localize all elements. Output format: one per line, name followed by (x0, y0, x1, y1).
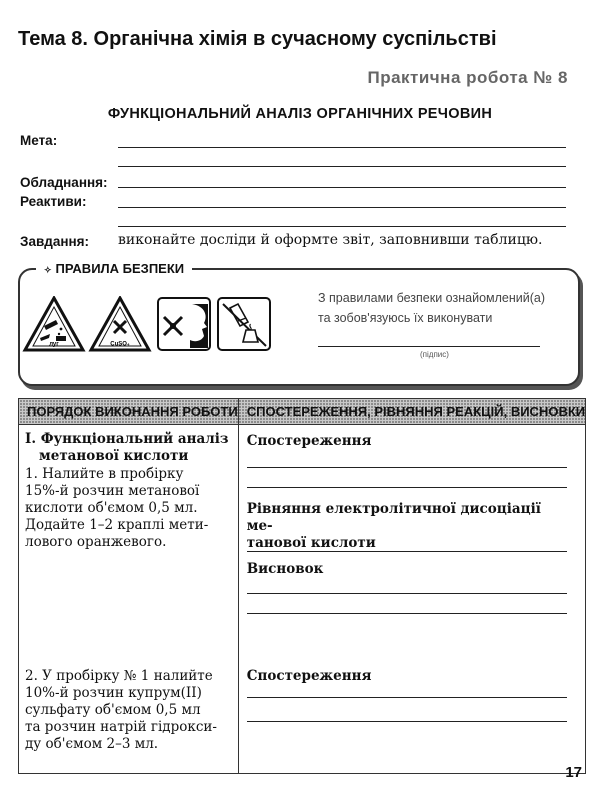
observation-line[interactable] (247, 487, 567, 488)
observation-line[interactable] (247, 467, 567, 468)
observations-cell (238, 425, 585, 774)
equipment-label: Обладнання: (20, 175, 108, 190)
step-line: Додайте 1–2 краплі мети- (25, 517, 209, 533)
reagents-line-2[interactable] (118, 226, 566, 227)
col-procedure-header: ПОРЯДОК ВИКОНАННЯ РОБОТИ (19, 399, 239, 425)
section1-observation-label: Спостереження (246, 433, 372, 449)
section2-observation-label: Спостереження (246, 668, 372, 684)
task-label: Завдання: (20, 234, 90, 249)
equipment-line[interactable] (118, 187, 566, 188)
section1-conclusion-label: Висновок (246, 561, 324, 577)
reagents-label: Реактиви: (20, 194, 87, 209)
section1-equation-label: Рівняння електролітичної дисоціації ме- танової кислоти (246, 501, 541, 551)
alkali-label: луг (49, 341, 59, 348)
safety-title-text: ПРАВИЛА БЕЗПЕКИ (55, 261, 185, 276)
work-title: ФУНКЦІОНАЛЬНИЙ АНАЛІЗ ОРГАНІЧНИХ РЕЧОВИН (107, 106, 493, 122)
section1-heading-line-1: I. Функціональний аналіз (25, 431, 229, 447)
goal-line-1[interactable] (118, 147, 566, 148)
step-line: 1. Налийте в пробірку (25, 466, 184, 482)
goal-line-2[interactable] (118, 166, 566, 167)
safety-sparkle-icon: ✧ (44, 265, 52, 275)
section1-heading-line-2: метанової кислоти (39, 448, 189, 464)
step-line: 15%-й розчин метанової (25, 483, 200, 499)
observation-line[interactable] (247, 721, 567, 722)
copper-sulfate-label: CuSO₄ (110, 341, 130, 348)
col-observations-header: СПОСТЕРЕЖЕННЯ, РІВНЯННЯ РЕАКЦІЙ, ВИСНОВКИ (238, 399, 585, 425)
goal-label: Мета: (20, 133, 58, 148)
step-line: ду об'ємом 2–3 мл. (25, 736, 159, 752)
reagents-line-1[interactable] (118, 207, 566, 208)
signature-line[interactable] (318, 346, 540, 347)
step-line: сульфату об'ємом 0,5 мл (25, 702, 201, 718)
section2-steps (25, 668, 237, 753)
safety-title (36, 261, 192, 276)
step-line: 10%-й розчин купрум(II) (25, 685, 202, 701)
conclusion-line[interactable] (247, 593, 567, 594)
task-text: виконайте досліди й оформте звіт, заповнивши таблицю. (118, 232, 543, 248)
section1-steps (25, 466, 237, 551)
safety-icons (22, 296, 274, 352)
section1-heading (25, 431, 233, 465)
practical-work-label: Практична робота № 8 (367, 68, 568, 87)
heating-tube-icon (218, 298, 270, 350)
topic-title: Тема 8. Органічна хімія в сучасному суспільстві (18, 28, 497, 50)
no-tasting-icon (158, 298, 210, 350)
safety-statement (318, 288, 545, 328)
step-line: кислоти об'ємом 0,5 мл. (25, 500, 198, 516)
safety-statement-line-2: та зобов'язуюсь їх виконувати (318, 311, 493, 325)
page-number: 17 (565, 764, 582, 781)
step-line: 2. У пробірку № 1 налийте (25, 668, 213, 684)
step-line: лового оранжевого. (25, 534, 167, 550)
step-line: та розчин натрій гідрокси- (25, 719, 217, 735)
signature-label: (підпис) (420, 350, 449, 359)
equation-line[interactable] (247, 551, 567, 552)
report-table (18, 398, 586, 774)
safety-statement-line-1: З правилами безпеки ознайомлений(а) (318, 291, 546, 305)
observation-line[interactable] (247, 697, 567, 698)
conclusion-line[interactable] (247, 613, 567, 614)
procedure-cell (19, 425, 239, 774)
